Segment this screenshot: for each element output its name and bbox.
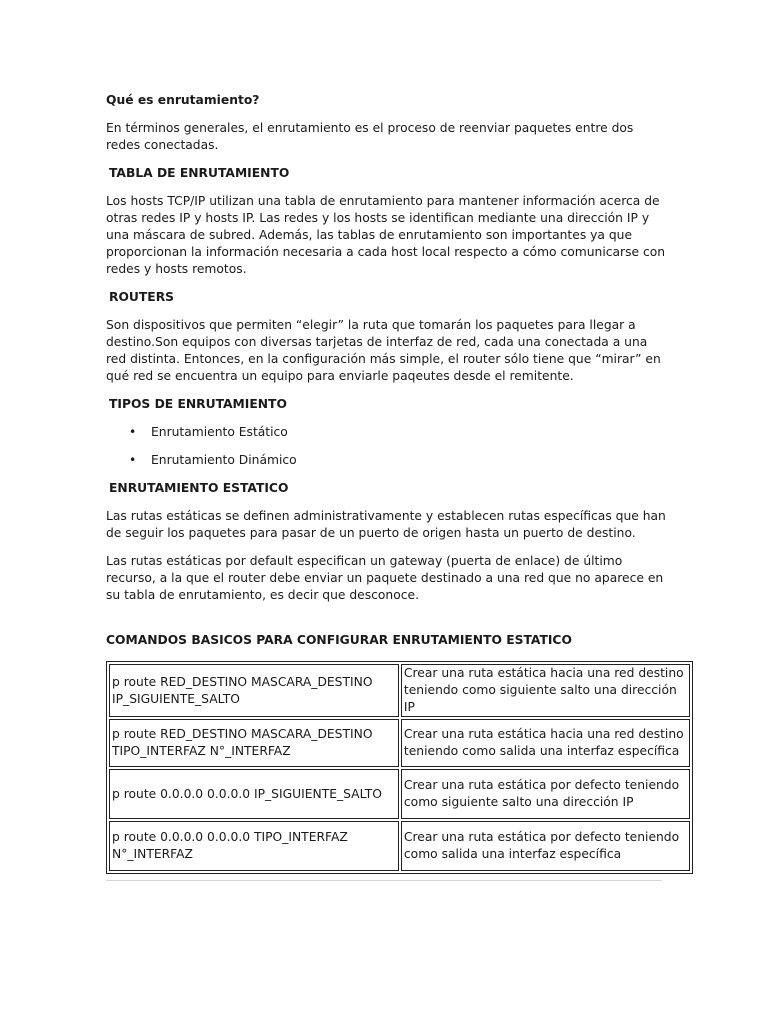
list-item [129,424,666,441]
command-cell: p route RED_DESTINO MASCARA_DESTINO IP_SIGUIENTE_SALTO [109,664,399,717]
description-cell: Crear una ruta estática por defecto teniendo como siguiente salto una dirección IP [401,769,690,819]
heading-routers: ROUTERS [109,290,175,304]
list-item-label: Enrutamiento Estático [151,425,288,439]
command-cell: p route RED_DESTINO MASCARA_DESTINO TIPO_INTERFAZ N°_INTERFAZ [109,719,399,767]
estatico-paragraph-2: Las rutas estáticas por default especifican un gateway (puerta de enlace) de último recurso, a la que el router debe enviar un paquete destinado a una red que no aparece en su tabla de enrutamiento, es decir que desconoce. [106,554,664,602]
command-cell: p route 0.0.0.0 0.0.0.0 IP_SIGUIENTE_SALTO [109,769,399,819]
page-title: Qué es enrutamiento? [106,93,260,107]
table-row [109,769,690,819]
command-cell: p route 0.0.0.0 0.0.0.0 TIPO_INTERFAZ N°_INTERFAZ [109,821,399,871]
divider [106,880,662,881]
list-item [129,452,666,469]
intro-paragraph: En términos generales, el enrutamiento es el proceso de reenviar paquetes entre dos redes conectadas. [106,121,634,152]
commands-table [106,661,693,874]
description-cell: Crear una ruta estática hacia una red destino teniendo como siguiente salto una dirección IP [401,664,690,717]
heading-tabla-enrutamiento: TABLA DE ENRUTAMIENTO [109,166,290,180]
description-cell: Crear una ruta estática por defecto teniendo como salida una interfaz específica [401,821,690,871]
tabla-paragraph: Los hosts TCP/IP utilizan una tabla de enrutamiento para mantener información acerca de otras redes IP y hosts IP. Las redes y los hosts se identifican mediante una dirección IP y una máscara de subred. Además, las tablas de enrutamiento son importantes ya que proporcionan la información necesaria a cada host local respecto a cómo comunicarse con redes y hosts remotos. [106,194,666,276]
description-cell: Crear una ruta estática hacia una red destino teniendo como salida una interfaz específica [401,719,690,767]
estatico-paragraph-1: Las rutas estáticas se definen administrativamente y establecen rutas específicas que han de seguir los paquetes para pasar de un puerto de origen hasta un puerto de destino. [106,509,666,540]
heading-enrutamiento-estatico: ENRUTAMIENTO ESTATICO [109,481,289,495]
bullet-icon: • [129,425,137,439]
bullet-icon: • [129,453,137,467]
heading-tipos-enrutamiento: TIPOS DE ENRUTAMIENTO [109,397,287,411]
list-item-label: Enrutamiento Dinámico [151,453,297,467]
table-row [109,719,690,767]
heading-comandos: COMANDOS BASICOS PARA CONFIGURAR ENRUTAMIENTO ESTATICO [106,633,572,647]
routers-paragraph: Son dispositivos que permiten “elegir” la ruta que tomarán los paquetes para llegar a destino.Son equipos con diversas tarjetas de interfaz de red, cada una conectada a una red distinta. Entonces, en la configuración más simple, el router sólo tiene que “mirar” en qué red se encuentra un equipo para enviarle paqeutes desde el remitente. [106,318,661,383]
document-page [106,90,684,874]
table-row [109,821,690,871]
tipos-list [106,424,666,469]
table-row [109,664,690,717]
